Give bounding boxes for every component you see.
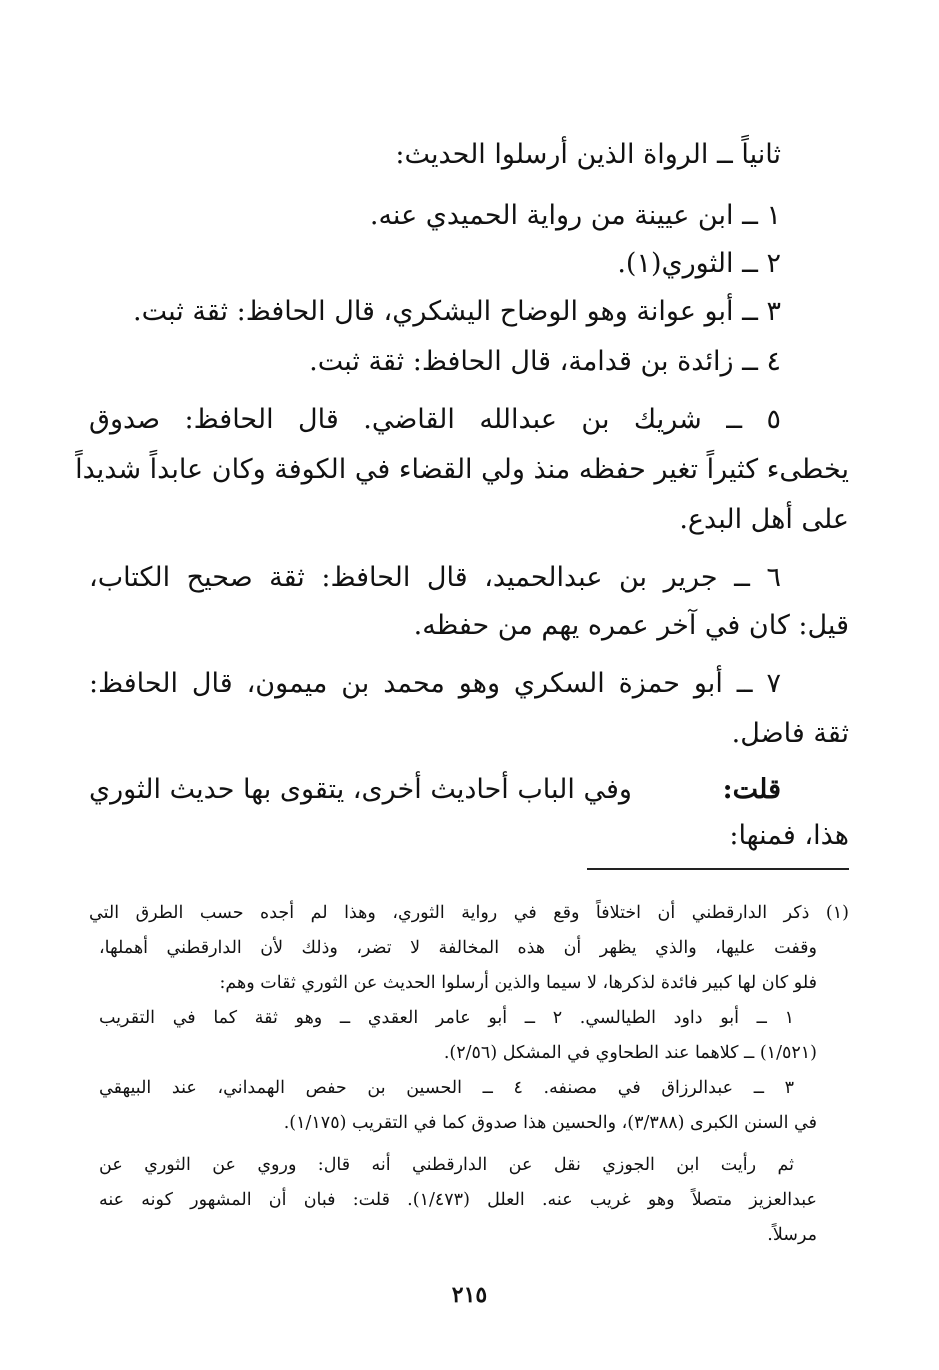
footnote-line-9: عبدالعزيز متصلاً وهو غريب عنه. العلل (١/٤٧٣). قلت: فبان أن المشهور كونه عنه [99,1190,817,1210]
qult-paragraph-line-1 [89,770,781,810]
list-item-6-line-2: قيل: كان في آخر عمره يهم من حفظه. [413,610,849,641]
footnote-line-4: ١ ــ أبو داود الطيالسي. ٢ ــ أبو عامر العقدي ــ وهو ثقة كما في التقريب [99,1008,794,1028]
list-item-4: ٤ ــ زائدة بن قدامة، قال الحافظ: ثقة ثبت. [309,346,781,377]
footnote-line-5: (١/٥٢١) ــ كلاهما عند الطحاوي في المشكل (٢/٥٦). [443,1043,817,1063]
list-item-2: ٢ ــ الثوري(١). [617,248,781,279]
qult-paragraph-line-2: هذا، فمنها: [729,820,849,851]
qult-text: وفي الباب أحاديث أخرى، يتقوى بها حديث الثوري [89,774,632,805]
list-item-7-line-2: ثقة فاضل. [731,718,849,749]
footnote-line-3: فلو كان لها كبير فائدة لذكرها، لا سيما والذين أرسلوا الحديث عن الثوري ثقات وهم: [219,973,817,993]
list-item-5-line-3: على أهل البدع. [679,504,849,535]
footnote-separator [587,868,849,870]
footnote-line-2: وقفت عليها، والذي يظهر أن هذه المخالفة لا تضر، وذلك لأن الدارقطني أهملها، [99,938,817,958]
list-item-6-line-1: ٦ ــ جرير بن عبدالحميد، قال الحافظ: ثقة صحيح الكتاب، [89,562,781,593]
page-number: ٢١٥ [451,1282,488,1308]
footnote-line-6: ٣ ــ عبدالرزاق في مصنفه. ٤ ــ الحسين بن حفص الهمداني، عند البيهقي [99,1078,795,1098]
list-item-5-line-1: ٥ ــ شريك بن عبدالله القاضي. قال الحافظ: صدوق [89,404,781,435]
list-item-1: ١ ــ ابن عيينة من رواية الحميدي عنه. [369,200,781,231]
footnote-line-7: في السنن الكبرى (٣/٣٨٨)، والحسين هذا صدوق كما في التقريب (١/١٧٥). [283,1113,817,1133]
list-item-5-line-2: يخطىء كثيراً تغير حفظه منذ ولي القضاء في الكوفة وكان عابداً شديداً [75,454,849,485]
footnote-line-1: (١) ذكر الدارقطني أن اختلافاً وقع في رواية الثوري، وهذا لم أجده حسب الطرق التي [89,903,849,923]
footnote-line-10: مرسلاً. [767,1225,817,1245]
qult-label: قلت: [722,774,781,805]
section-heading: ثانياً ــ الرواة الذين أرسلوا الحديث: [395,139,781,170]
list-item-7-line-1: ٧ ــ أبو حمزة السكري وهو محمد بن ميمون، قال الحافظ: [89,668,781,699]
list-item-3: ٣ ــ أبو عوانة وهو الوضاح اليشكري، قال الحافظ: ثقة ثبت. [133,296,781,327]
footnote-line-8: ثم رأيت ابن الجوزي نقل عن الدارقطني أنه قال: وروي عن الثوري عن [99,1155,794,1175]
